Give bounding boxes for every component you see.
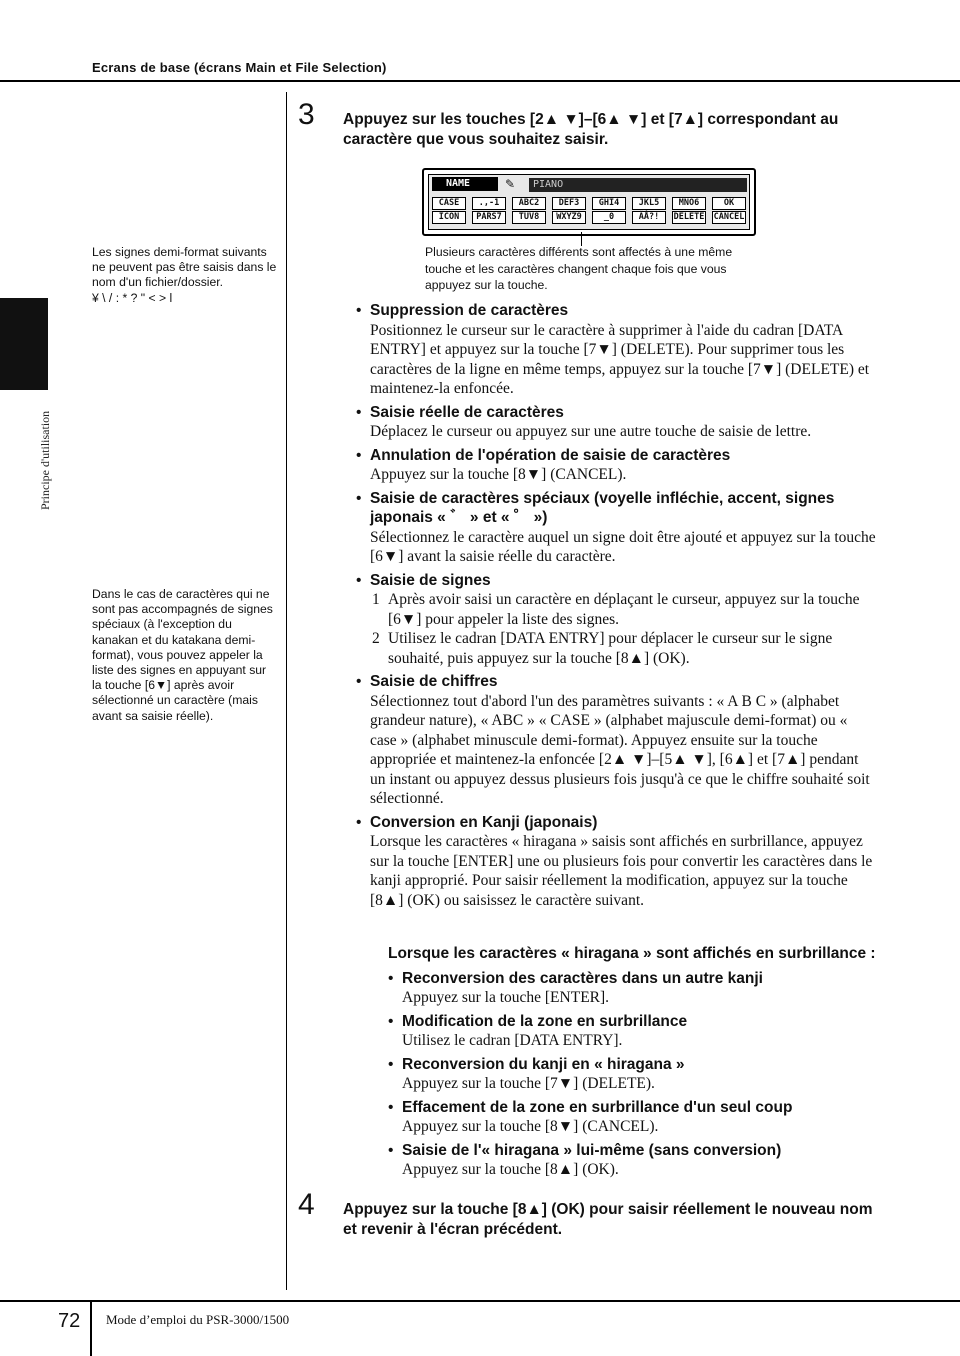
list-item (388, 1012, 878, 1051)
item-desc: Lorsque les caractères « hiragana » saisis sont affichés en surbrillance, appuyez sur la touche [ENTER] une ou plusieurs fois pour convertir les caractères dans le kanji approprié. Pour saisir réellement la modification, appuyez sur la touche [8▲] (OK) ou saisissez le caractère suivant. (370, 833, 873, 909)
item-title: Conversion en Kanji (japonais) (370, 813, 598, 831)
item-title: Saisie de chiffres (370, 673, 498, 690)
item-title: Saisie de signes (370, 571, 491, 589)
list-item (388, 969, 878, 1008)
footer-title: Mode d’emploi du PSR-3000/1500 (106, 1312, 290, 1327)
list-item (356, 813, 876, 911)
bullet: • (356, 673, 362, 690)
item-desc: Appuyez sur la touche [ENTER]. (402, 989, 610, 1006)
item-desc: Appuyez sur la touche [7▼] (DELETE). (402, 1075, 655, 1092)
bullet: • (388, 1098, 394, 1116)
item-desc: Utilisez le cadran [DATA ENTRY]. (402, 1032, 623, 1049)
footer-divider (90, 1302, 92, 1356)
margin-note-2: Dans le cas de caractères qui ne sont pas accompagnés de signes spéciaux (à l'exception du kanakan et du katakana demi-format), vous pouvez appeler la liste des signes en appuyant sur la touche [6▼] après avoir sélectionné un caractère (mais avant sa saisie réelle). (92, 587, 273, 723)
lcd-key[interactable]: DEF3 (552, 197, 586, 210)
bullet: • (356, 446, 362, 464)
bullet: • (388, 1055, 394, 1073)
step-3-text: Appuyez sur les touches [2▲ ▼]–[6▲ ▼] et [7▲] correspondant au caractère que vous souhaitez saisir. (343, 111, 839, 148)
lcd-key[interactable]: JKL5 (632, 197, 666, 210)
bullet: • (356, 403, 362, 421)
margin-note-1-chars: ¥ \ / : * ? " < > l (92, 290, 173, 305)
item-desc: Sélectionnez le caractère auquel un signe doit être ajouté et appuyez sur la touche [6▼] avant la saisie réelle du caractère. (370, 528, 876, 565)
item-title: Annulation de l'opération de saisie de caractères (370, 446, 731, 464)
name-field[interactable]: PIANO (529, 178, 747, 192)
step-number-4: 4 (298, 1188, 315, 1221)
sub-step (370, 590, 876, 629)
item-title: Reconversion des caractères dans un autre kanji (402, 969, 763, 987)
name-label: NAME (432, 177, 498, 191)
item-desc: Appuyez sur la touche [8▲] (OK). (402, 1161, 619, 1178)
list-item (388, 1141, 878, 1180)
list-item (388, 1098, 878, 1137)
lcd-key[interactable]: MNO6 (672, 197, 706, 210)
lcd-key[interactable]: TUV8 (512, 211, 546, 224)
bullet: • (388, 1141, 394, 1159)
header-rule (0, 80, 960, 82)
lcd-key[interactable]: CASE (432, 197, 466, 210)
lcd-key[interactable]: ABC2 (512, 197, 546, 210)
list-item (356, 489, 876, 567)
page-number: 72 (58, 1310, 81, 1332)
lcd-key[interactable]: .,-1 (472, 197, 506, 210)
lcd-key[interactable]: PARS7 (472, 211, 506, 224)
item-title: Suppression de caractères (370, 302, 569, 319)
footer-rule (0, 1300, 960, 1302)
item-desc: Déplacez le curseur ou appuyez sur une autre touche de saisie de lettre. (370, 423, 812, 440)
lcd-key[interactable]: ICON (432, 211, 466, 224)
sub-step-text: Après avoir saisi un caractère en déplaçant le curseur, appuyez sur la touche [6▼] pour appeler la liste des signes. (388, 591, 860, 628)
bullet: • (356, 489, 362, 507)
item-title: Modification de la zone en surbrillance (402, 1012, 688, 1030)
lcd-key[interactable]: OK (712, 197, 746, 210)
side-tab-label: Principe d'utilisation (38, 410, 52, 510)
item-desc: Positionnez le curseur sur le caractère à supprimer à l'aide du cadran [DATA ENTRY] et appuyez sur la touche [7▼] (DELETE). Pour supprimer tous les caractères de la ligne en même temps, appuyez sur la touche [7▼] (DELETE) et maintenez-la enfoncée. (370, 321, 870, 397)
lcd-key[interactable]: _0 (592, 211, 626, 224)
sub-step (370, 629, 876, 668)
column-divider (286, 92, 287, 1290)
lcd-key[interactable]: WXYZ9 (552, 211, 586, 224)
item-desc: Appuyez sur la touche [8▼] (CANCEL). (402, 1118, 659, 1135)
item-title: Reconversion du kanji en « hiragana » (402, 1055, 685, 1073)
item-title: Effacement de la zone en surbrillance d'un seul coup (402, 1098, 793, 1116)
hiragana-section (388, 944, 878, 1184)
item-title: Saisie réelle de caractères (370, 403, 564, 421)
bullet: • (356, 813, 362, 831)
callout-text: Plusieurs caractères différents sont affectés à une même touche et les caractères changent chaque fois que vous appuyez sur la touche. (425, 245, 733, 292)
sub-step-number: 1 (372, 591, 380, 608)
main-list (356, 301, 876, 914)
lcd-inner (428, 174, 750, 230)
bullet: • (356, 302, 362, 319)
list-item (356, 571, 876, 669)
margin-note-1-text: Les signes demi-format suivants ne peuvent pas être saisis dans le nom d'un fichier/dossier. (92, 245, 277, 290)
item-title: Saisie de caractères spéciaux (voyelle infléchie, accent, signes japonais « ゛ » et « ゜ ») (370, 489, 835, 526)
list-item (356, 446, 876, 485)
step-number-3: 3 (298, 98, 315, 131)
hiragana-heading: Lorsque les caractères « hiragana » sont affichés en surbrillance : (388, 945, 876, 962)
lcd-key[interactable]: CANCEL (713, 212, 745, 222)
list-item (388, 1055, 878, 1094)
list-item (356, 403, 876, 442)
item-desc: Appuyez sur la touche [8▼] (CANCEL). (370, 466, 627, 483)
step-4-text: Appuyez sur la touche [8▲] (OK) pour saisir réellement le nouveau nom et revenir à l'écran précédent. (343, 1201, 873, 1238)
item-desc: Sélectionnez tout d'abord l'un des paramètres suivants : « A B C » (alphabet grandeur nature), « ABC » « CASE » (alphabet majuscule demi-format) ou « case » (alphabet minuscule demi-format). Appuyez ensuite sur la touche appropriée et maintenez-la enfoncée [2▲ ▼]–[5▲ ▼], [6▲] et [7▲] pendant un instant ou appuyez dessus plusieurs fois jusqu'à ce que le chiffre souhaité soit sélectionné. (370, 692, 870, 807)
bullet: • (388, 969, 394, 987)
lcd-screen (422, 168, 756, 236)
list-item (356, 301, 876, 399)
sub-step-number: 2 (372, 630, 380, 647)
lcd-key[interactable]: ÄÅ?! (632, 211, 666, 224)
list-item (356, 672, 876, 809)
sub-step-text: Utilisez le cadran [DATA ENTRY] pour déplacer le curseur sur le signe souhaité, puis appuyez sur la touche [8▲] (OK). (388, 630, 833, 667)
lcd-key[interactable]: GHI4 (592, 197, 626, 210)
margin-note-1 (92, 245, 278, 306)
bullet: • (388, 1012, 394, 1030)
item-title: Saisie de l'« hiragana » lui-même (sans conversion) (402, 1141, 782, 1159)
bullet: • (356, 571, 362, 589)
pencil-icon: ✎ (505, 177, 516, 191)
side-tab (0, 298, 48, 390)
lcd-key[interactable]: DELETE (673, 212, 705, 222)
running-header: Ecrans de base (écrans Main et File Selection) (92, 60, 387, 75)
